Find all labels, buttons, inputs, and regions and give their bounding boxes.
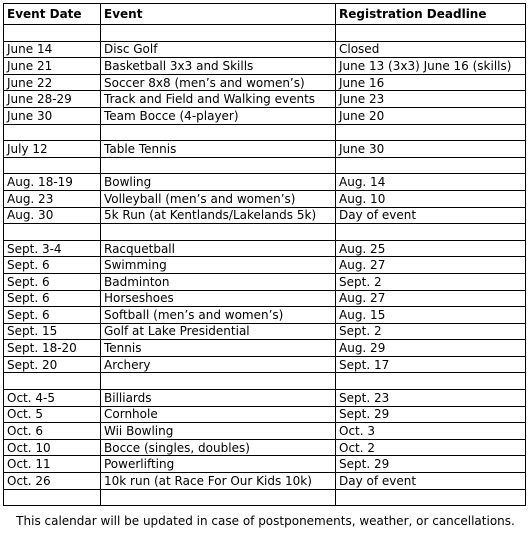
deadline-cell xyxy=(336,25,526,42)
event-name-cell: Racquetball xyxy=(101,240,336,257)
event-date-cell: Sept. 3-4 xyxy=(4,240,101,257)
table-row xyxy=(4,174,526,191)
spacer-row xyxy=(4,157,526,174)
deadline-cell xyxy=(336,489,526,506)
deadline-cell: Aug. 27 xyxy=(336,290,526,307)
event-date-cell: Sept. 6 xyxy=(4,257,101,274)
table-row xyxy=(4,41,526,58)
deadline-cell: June 13 (3x3) June 16 (skills) xyxy=(336,58,526,75)
event-name-cell: Wii Bowling xyxy=(101,423,336,440)
deadline-cell: Sept. 29 xyxy=(336,406,526,423)
deadline-cell: Oct. 3 xyxy=(336,423,526,440)
spacer-row xyxy=(4,489,526,506)
event-name-cell: Golf at Lake Presidential xyxy=(101,323,336,340)
deadline-cell: Aug. 14 xyxy=(336,174,526,191)
table-row xyxy=(4,74,526,91)
event-name-cell: Team Bocce (4-player) xyxy=(101,107,336,124)
event-date-cell: Aug. 23 xyxy=(4,190,101,207)
event-name-cell: Soccer 8x8 (men’s and women’s) xyxy=(101,74,336,91)
table-row xyxy=(4,307,526,324)
deadline-cell: Day of event xyxy=(336,473,526,490)
event-date-cell: Oct. 4-5 xyxy=(4,390,101,407)
table-row xyxy=(4,340,526,357)
deadline-cell: Day of event xyxy=(336,207,526,224)
table-row xyxy=(4,240,526,257)
deadline-cell: Oct. 2 xyxy=(336,439,526,456)
event-date-cell: Oct. 11 xyxy=(4,456,101,473)
event-name-cell: Archery xyxy=(101,356,336,373)
event-date-cell: Oct. 5 xyxy=(4,406,101,423)
deadline-cell: Sept. 23 xyxy=(336,390,526,407)
table-row xyxy=(4,207,526,224)
spacer-row xyxy=(4,124,526,141)
spacer-row xyxy=(4,224,526,241)
table-row xyxy=(4,190,526,207)
header-row xyxy=(4,4,526,25)
event-name-cell xyxy=(101,489,336,506)
event-date-cell: Sept. 20 xyxy=(4,356,101,373)
header-event: Event xyxy=(101,4,336,25)
table-row xyxy=(4,290,526,307)
event-date-cell: Sept. 6 xyxy=(4,290,101,307)
table-row xyxy=(4,273,526,290)
event-date-cell: June 30 xyxy=(4,107,101,124)
header-registration-deadline: Registration Deadline xyxy=(336,4,526,25)
event-name-cell: Horseshoes xyxy=(101,290,336,307)
table-row xyxy=(4,439,526,456)
event-name-cell xyxy=(101,124,336,141)
event-name-cell: Bocce (singles, doubles) xyxy=(101,439,336,456)
event-name-cell: Basketball 3x3 and Skills xyxy=(101,58,336,75)
deadline-cell: Sept. 17 xyxy=(336,356,526,373)
event-date-cell: June 22 xyxy=(4,74,101,91)
event-name-cell: Table Tennis xyxy=(101,141,336,158)
header-event-date: Event Date xyxy=(4,4,101,25)
deadline-cell: Aug. 29 xyxy=(336,340,526,357)
event-name-cell xyxy=(101,224,336,241)
event-name-cell: Softball (men’s and women’s) xyxy=(101,307,336,324)
event-date-cell: June 28-29 xyxy=(4,91,101,108)
table-row xyxy=(4,473,526,490)
table-row xyxy=(4,91,526,108)
spacer-row xyxy=(4,25,526,42)
event-date-cell: Sept. 6 xyxy=(4,307,101,324)
table-row xyxy=(4,456,526,473)
deadline-cell: June 20 xyxy=(336,107,526,124)
event-date-cell xyxy=(4,157,101,174)
event-date-cell: Sept. 15 xyxy=(4,323,101,340)
deadline-cell: Sept. 2 xyxy=(336,273,526,290)
event-name-cell: 10k run (at Race For Our Kids 10k) xyxy=(101,473,336,490)
event-date-cell: Aug. 30 xyxy=(4,207,101,224)
event-name-cell: Bowling xyxy=(101,174,336,191)
event-date-cell: July 12 xyxy=(4,141,101,158)
event-date-cell xyxy=(4,224,101,241)
event-name-cell: Swimming xyxy=(101,257,336,274)
event-date-cell: June 21 xyxy=(4,58,101,75)
deadline-cell: Aug. 15 xyxy=(336,307,526,324)
deadline-cell xyxy=(336,224,526,241)
deadline-cell: June 16 xyxy=(336,74,526,91)
deadline-cell: Closed xyxy=(336,41,526,58)
deadline-cell xyxy=(336,157,526,174)
event-date-cell xyxy=(4,124,101,141)
event-name-cell: Tennis xyxy=(101,340,336,357)
event-date-cell: Oct. 6 xyxy=(4,423,101,440)
event-date-cell: Sept. 6 xyxy=(4,273,101,290)
table-row xyxy=(4,356,526,373)
table-row xyxy=(4,107,526,124)
footer-note: This calendar will be updated in case of postponements, weather, or cancellations. xyxy=(16,514,515,528)
event-name-cell: Billiards xyxy=(101,390,336,407)
event-name-cell xyxy=(101,373,336,390)
event-date-cell: Aug. 18-19 xyxy=(4,174,101,191)
deadline-cell: Aug. 10 xyxy=(336,190,526,207)
event-date-cell xyxy=(4,373,101,390)
event-name-cell: Cornhole xyxy=(101,406,336,423)
table-row xyxy=(4,406,526,423)
schedule-body xyxy=(4,25,526,506)
event-schedule-table xyxy=(3,3,526,506)
table-row xyxy=(4,390,526,407)
event-date-cell: Sept. 18-20 xyxy=(4,340,101,357)
deadline-cell: Aug. 25 xyxy=(336,240,526,257)
event-name-cell: Disc Golf xyxy=(101,41,336,58)
event-name-cell: Track and Field and Walking events xyxy=(101,91,336,108)
spacer-row xyxy=(4,373,526,390)
event-name-cell: 5k Run (at Kentlands/Lakelands 5k) xyxy=(101,207,336,224)
event-name-cell xyxy=(101,25,336,42)
deadline-cell: June 30 xyxy=(336,141,526,158)
event-name-cell: Badminton xyxy=(101,273,336,290)
deadline-cell: Aug. 27 xyxy=(336,257,526,274)
event-date-cell xyxy=(4,489,101,506)
table-row xyxy=(4,58,526,75)
table-row xyxy=(4,257,526,274)
event-date-cell: Oct. 10 xyxy=(4,439,101,456)
table-row xyxy=(4,323,526,340)
table-row xyxy=(4,141,526,158)
table-row xyxy=(4,423,526,440)
deadline-cell xyxy=(336,124,526,141)
event-name-cell xyxy=(101,157,336,174)
event-date-cell: Oct. 26 xyxy=(4,473,101,490)
event-date-cell xyxy=(4,25,101,42)
deadline-cell: Sept. 29 xyxy=(336,456,526,473)
event-name-cell: Powerlifting xyxy=(101,456,336,473)
event-name-cell: Volleyball (men’s and women’s) xyxy=(101,190,336,207)
deadline-cell: June 23 xyxy=(336,91,526,108)
deadline-cell xyxy=(336,373,526,390)
event-date-cell: June 14 xyxy=(4,41,101,58)
deadline-cell: Sept. 2 xyxy=(336,323,526,340)
